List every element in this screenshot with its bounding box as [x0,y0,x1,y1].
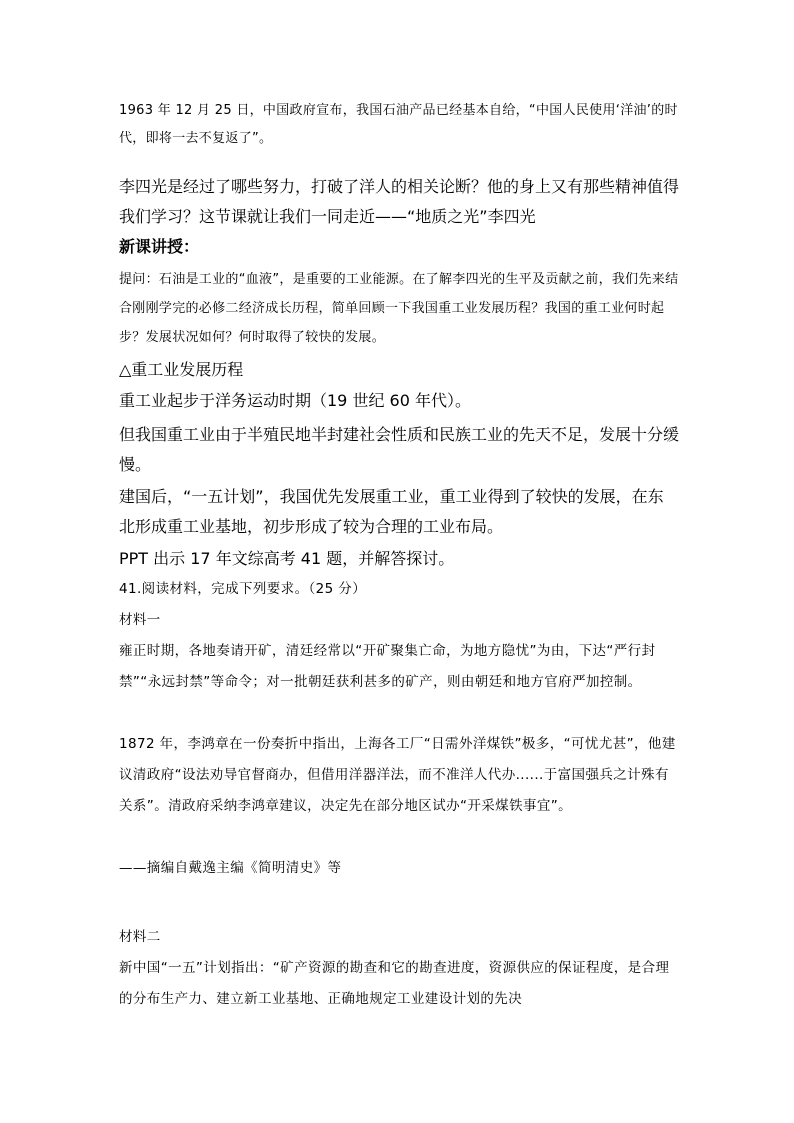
teacher-question: 提问：石油是工业的“血液”，是重要的工业能源。在了解李四光的生平及贡献之前，我们先来结合刚刚学完的必修二经济成长历程，简单回顾一下我国重工业发展历程？我国的重工业何时起步？发展状况如何？何时取得了较快的发展。 [119,272,679,345]
material-one-para2: 1872 年，李鸿章在一份奏折中指出，上海各工厂“日需外洋煤铁”极多，“可忧尤甚”，他建议清政府“设法劝导官督商办，但借用洋器洋法，而不准洋人代办......于富国强兵之计殊有关系”。清政府采纳李鸿章建议，决定先在部分地区试办“开采煤铁事宜”。 [119,736,676,814]
material-one-source: ——摘编自戴逸主编《简明清史》等 [119,860,342,876]
material-one-title: 材料一 [119,612,161,628]
history-item-3: 建国后，“一五计划”，我国优先发展重工业，重工业得到了较快的发展，在东北形成重工业基地，初步形成了较为合理的工业布局。 [119,487,664,536]
exam-question: 41.阅读材料，完成下列要求。（25 分） [119,581,367,597]
history-item-2: 但我国重工业由于半殖民地半封建社会性质和民族工业的先天不足，发展十分缓慢。 [119,425,680,474]
section-heading: 新课讲授： [119,237,200,256]
intro-question: 李四光是经过了哪些努力，打破了洋人的相关论断？他的身上又有那些精神值得我们学习？这节课就让我们一同走近——“地质之光”李四光 [119,177,680,226]
history-heading: △重工业发展历程 [119,360,244,379]
intro-quote: 1963 年 12 月 25 日，中国政府宣布，我国石油产品已经基本自给，“中国人民使用‘洋油’的时代，即将一去不复返了”。 [119,103,678,146]
history-item-4: PPT 出示 17 年文综高考 41 题，并解答探讨。 [119,549,455,568]
history-item-1: 重工业起步于洋务运动时期（19 世纪 60 年代）。 [119,391,471,410]
material-two-title: 材料二 [119,929,161,945]
material-one-para1: 雍正时期，各地奏请开矿，清廷经常以“开矿聚集亡命，为地方隐忧”为由，下达“严行封禁”“永远封禁”等命令；对一批朝廷获利甚多的矿产，则由朝廷和地方官府严加控制。 [119,643,656,690]
material-two-para1: 新中国“一五”计划指出：“矿产资源的勘查和它的勘查进度，资源供应的保证程度，是合理的分布生产力、建立新工业基地、正确地规定工业建设计划的先决 [119,960,670,1007]
